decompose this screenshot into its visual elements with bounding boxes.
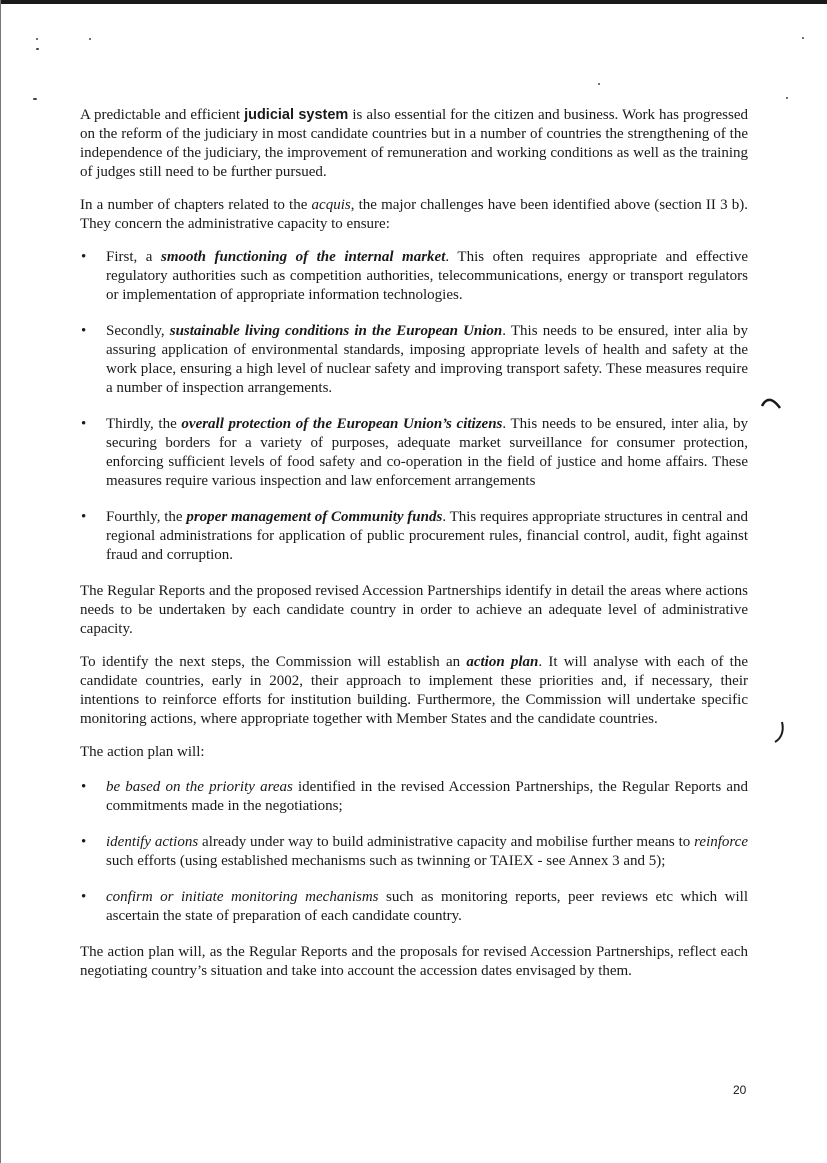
text-run: Secondly, (106, 323, 170, 339)
bullet-icon: • (81, 416, 87, 432)
scan-speck (33, 98, 37, 100)
action-plan-term: action plan (466, 654, 539, 670)
bullet-icon: • (81, 889, 87, 905)
emphasis: reinforce (694, 834, 748, 850)
bullet-icon: • (81, 509, 87, 525)
judicial-system-term: judicial system (244, 107, 349, 123)
judicial-system-paragraph (80, 106, 748, 182)
action-plan-intro: The action plan will: (80, 744, 205, 760)
margin-bracket-mark (772, 720, 788, 746)
text-run: already under way to build administrative capacity and mobilise further means to (198, 834, 695, 850)
scan-speck (36, 48, 39, 50)
challenges-list (80, 248, 748, 565)
acquis-intro-paragraph (80, 196, 748, 234)
emphasis: sustainable living conditions in the European Union (169, 323, 503, 339)
page-number: 20 (733, 1083, 747, 1097)
emphasis: overall protection of the European Union’s citizens (181, 416, 503, 432)
scan-speck (802, 37, 804, 39)
scan-top-border (0, 0, 827, 4)
text-run: . This needs to be ensured, inter alia, by securing borders for a variety of purposes, adequate market surveillance for consumer protection, enforcing sufficient levels of food safety and co-operation in the field of justice and home affairs. These measures require various inspection and law enforcement arrangements (106, 416, 749, 489)
emphasis: confirm or initiate monitoring mechanisms (106, 889, 379, 905)
bullet-icon: • (81, 834, 87, 850)
text-run: Thirdly, the (106, 416, 182, 432)
text-run: . This requires appropriate structures in central and regional administrations for application of public procurement rules, financial control, audit, fight against fraud and corruption. (106, 509, 749, 563)
scan-speck (786, 97, 788, 99)
challenge-item-living-conditions (80, 322, 748, 398)
scan-speck (598, 83, 600, 85)
scan-speck (36, 38, 38, 40)
challenge-item-citizen-protection (80, 415, 748, 491)
text-run: First, a (106, 249, 161, 265)
text-run: , the major challenges have been identified above (section II 3 b). They concern the administrative capacity to ensure: (80, 197, 748, 232)
text-run: . It will analyse with each of the candidate countries, early in 2002, their approach to implement these priorities and, if necessary, their intentions to reinforce efforts for institution building. Furthermore, the Commission will undertake specific monitoring actions, where appropriate together with Member States and the candidate countries. (80, 654, 748, 727)
text-run: To identify the next steps, the Commission will establish an (80, 654, 467, 670)
emphasis: proper management of Community funds (186, 509, 443, 525)
bullet-icon: • (81, 323, 87, 339)
text-run: such efforts (using established mechanisms such as twinning or TAIEX - see Annex 3 and 5); (106, 853, 666, 869)
action-plan-list (80, 778, 748, 926)
scan-left-border (0, 0, 1, 1163)
text-run: In a number of chapters related to the (80, 197, 312, 213)
text-run: is also essential for the citizen and business. Work has progressed on the reform of the judiciary in most candidate countries but in a number of countries the strengthening of the independence of the judiciary, the improvement of remuneration and working conditions as well as the training of judges still need to be further pursued. (80, 107, 748, 180)
text-run: A predictable and efficient (80, 107, 245, 123)
challenge-item-community-funds (80, 508, 748, 565)
text-run: Fourthly, the (106, 509, 187, 525)
text-run: . This often requires appropriate and effective regulatory authorities such as competition authorities, telecommunications, energy or transport regulators or implementation of appropriate information technologies. (106, 249, 749, 303)
bullet-icon: • (81, 779, 87, 795)
scan-speck (89, 38, 91, 40)
text-run: such as monitoring reports, peer reviews etc which will ascertain the state of preparation of each candidate country. (106, 889, 748, 924)
plan-item-identify-actions (80, 833, 748, 871)
bullet-icon: • (81, 249, 87, 265)
closing-paragraph: The action plan will, as the Regular Reports and the proposals for revised Accession Partnerships, reflect each negotiating country’s situation and take into account the accession dates envisaged by them. (80, 944, 748, 979)
regular-reports-paragraph: The Regular Reports and the proposed revised Accession Partnerships identify in detail the areas where actions needs to be undertaken by each candidate country in order to achieve an adequate level of administrative capacity. (80, 583, 748, 637)
emphasis: smooth functioning of the internal market (161, 249, 446, 265)
plan-item-priority-areas (80, 778, 748, 816)
document-body (80, 106, 748, 995)
margin-hook-mark (760, 396, 784, 412)
challenge-item-internal-market (80, 248, 748, 305)
acquis-term: acquis (311, 197, 351, 213)
text-run: . This needs to be ensured, inter alia by assuring application of environmental standards, imposing appropriate levels of health and safety at the work place, ensuring a high level of nuclear safety and improving transport safety. These measures require a number of inspection arrangements. (106, 323, 748, 396)
plan-item-monitoring (80, 888, 748, 926)
text-run: identified in the revised Accession Partnerships, the Regular Reports and commitments made in the negotiations; (106, 779, 748, 814)
emphasis: be based on the priority areas (106, 779, 293, 795)
emphasis: identify actions (106, 834, 199, 850)
action-plan-paragraph (80, 653, 748, 729)
